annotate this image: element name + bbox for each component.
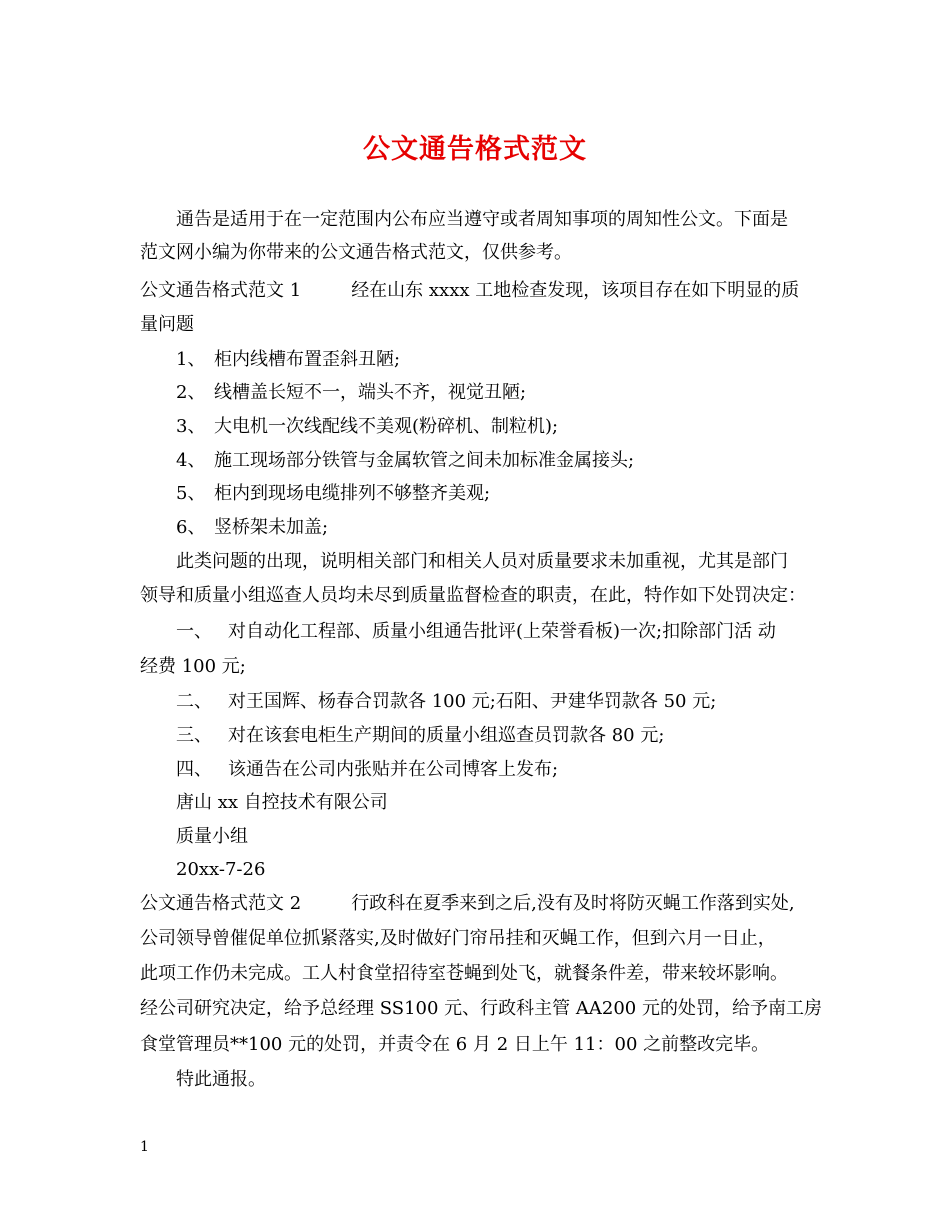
decision-text: 该通告在公司内张贴并在公司博客上发布;	[228, 759, 559, 780]
decision-number: 四、	[176, 759, 212, 780]
sample1-heading-line	[140, 276, 830, 306]
sample2-heading-line	[140, 889, 830, 919]
decision-number: 三、	[176, 725, 212, 746]
issue-number: 2、	[176, 382, 206, 403]
decision-continuation: 经费 100 元;	[140, 656, 246, 677]
issue-number: 3、	[176, 416, 206, 437]
decision-item	[176, 617, 866, 647]
decision-text: 对在该套电柜生产期间的质量小组巡查员罚款各 80 元;	[228, 725, 665, 746]
issue-number: 1、	[176, 349, 206, 370]
issue-number: 6、	[176, 517, 206, 538]
decision-item	[176, 755, 866, 785]
analysis-line-1: 此类问题的出现，说明相关部门和相关人员对质量要求未加重视，尤其是部门	[176, 551, 788, 572]
issue-item	[176, 513, 866, 543]
sample2-text-3: 此项工作仍未完成。工人村食堂招待室苍蝇到处飞，就餐条件差，带来较坏影响。	[140, 963, 788, 984]
sample2-text-2: 公司领导曾催促单位抓紧落实,及时做好门帘吊挂和灭蝇工作，但到六月一日止，	[140, 928, 776, 949]
document-title: 公文通告格式范文	[363, 134, 587, 165]
sample2-text-1: 行政科在夏季来到之后,没有及时将防灭蝇工作落到实处,	[351, 893, 795, 914]
sample2-text-5: 食堂管理员**100 元的处罚，并责令在 6 月 2 日上午 11：00 之前整改完毕。	[140, 1034, 770, 1055]
decision-number: 一、	[176, 621, 212, 642]
sample1-heading: 公文通告格式范文 1	[140, 280, 302, 301]
issue-text: 竖桥架未加盖;	[214, 517, 329, 538]
issue-text: 线槽盖长短不一，端头不齐，视觉丑陋;	[214, 382, 527, 403]
intro-paragraph-line-1: 通告是适用于在一定范围内公布应当遵守或者周知事项的周知性公文。下面是	[176, 209, 788, 230]
issue-item	[176, 412, 866, 442]
issue-item	[176, 479, 866, 509]
signature-group: 质量小组	[176, 826, 248, 847]
decision-text: 对王国辉、杨春合罚款各 100 元;石阳、尹建华罚款各 50 元;	[228, 691, 717, 712]
analysis-line-2: 领导和质量小组巡查人员均未尽到质量监督检查的职责，在此，特作如下处罚决定：	[140, 585, 806, 606]
issue-text: 柜内线槽布置歪斜丑陋;	[214, 349, 401, 370]
issue-number: 4、	[176, 450, 206, 471]
closing-text: 特此通报。	[176, 1069, 266, 1090]
issue-text: 大电机一次线配线不美观(粉碎机、制粒机);	[214, 416, 559, 437]
issue-text: 柜内到现场电缆排列不够整齐美观;	[214, 483, 491, 504]
sample2-text-4: 经公司研究决定，给予总经理 SS100 元、行政科主管 AA200 元的处罚，给予南工房	[140, 998, 822, 1019]
issue-item	[176, 378, 866, 408]
decision-item	[176, 687, 866, 717]
issue-item	[176, 345, 866, 375]
decision-number: 二、	[176, 691, 212, 712]
sample1-text-1: 经在山东 xxxx 工地检查发现，该项目存在如下明显的质	[351, 280, 800, 301]
decision-item	[176, 721, 866, 751]
issue-text: 施工现场部分铁管与金属软管之间未加标准金属接头;	[214, 450, 635, 471]
intro-paragraph-line-2: 范文网小编为你带来的公文通告格式范文，仅供参考。	[140, 242, 572, 263]
signature-company: 唐山 xx 自控技术有限公司	[176, 792, 388, 813]
decision-text: 对自动化工程部、质量小组通告批评(上荣誉看板)一次;扣除部门活 动	[228, 621, 776, 642]
issue-number: 5、	[176, 483, 206, 504]
sample2-heading: 公文通告格式范文 2	[140, 893, 302, 914]
sample1-text-2: 量问题	[140, 314, 194, 335]
page-number: 1	[140, 1139, 149, 1155]
signature-date: 20xx-7-26	[176, 859, 266, 880]
issue-item	[176, 446, 866, 476]
